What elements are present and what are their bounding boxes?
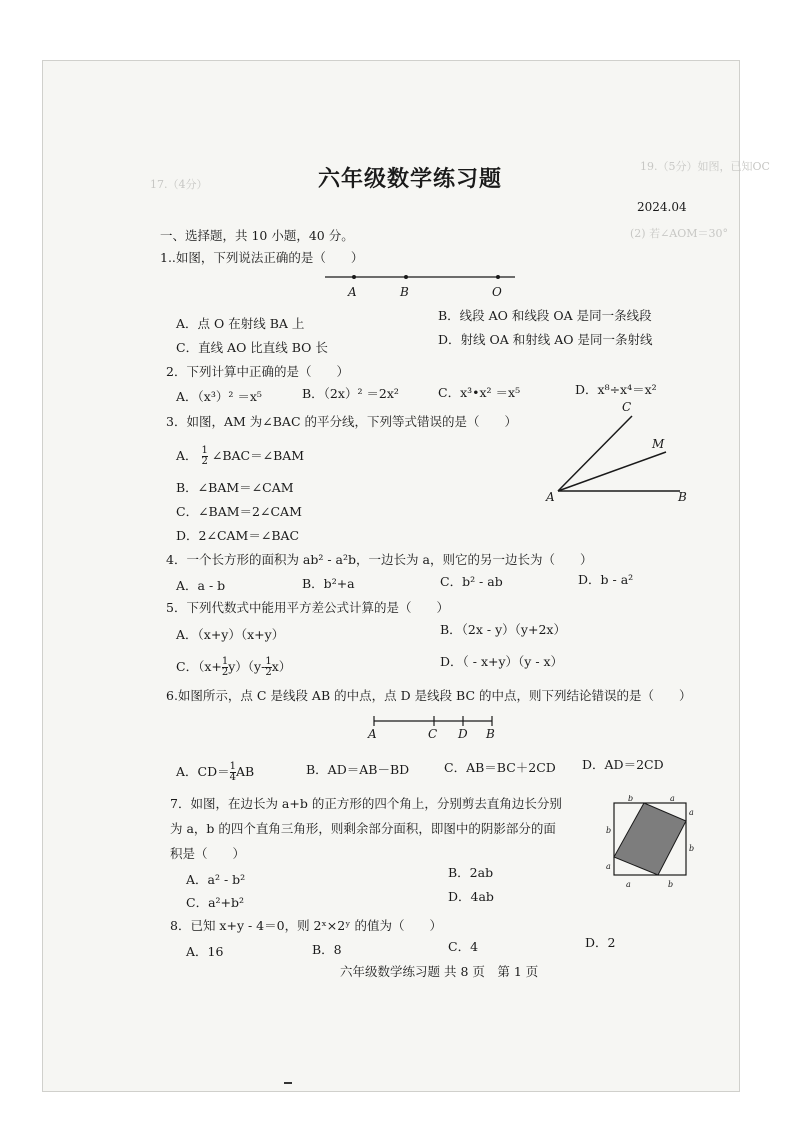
angle-label-A: A — [546, 490, 555, 504]
q7-option-c[interactable]: C．a²+b² — [186, 895, 245, 910]
q1-option-a[interactable]: A．点 O 在射线 BA 上 — [176, 316, 305, 331]
q8-option-d[interactable]: D．2 — [585, 935, 616, 950]
q2-option-c[interactable]: C．x³•x² ＝x⁵ — [438, 385, 521, 400]
angle-label-B: B — [678, 490, 687, 504]
edge-label-b-left: b — [606, 826, 612, 835]
question-8-stem: 8．已知 x+y - 4＝0，则 2ˣ×2ʸ 的值为（ ） — [170, 918, 443, 933]
question-6-stem: 6.如图所示，点 C 是线段 AB 的中点，点 D 是线段 BC 的中点，则下列结论错误的是（ ） — [166, 688, 692, 703]
question-1-figure — [320, 266, 520, 300]
q5-option-c[interactable]: C．（x+ $\frac{1}{2}$ y）（y- $\frac{1}{2}$ x） — [176, 656, 292, 678]
q7-option-d[interactable]: D．4ab — [448, 889, 494, 904]
q8-option-a[interactable]: A．16 — [186, 944, 224, 959]
point-label-C: C — [428, 727, 438, 740]
point-label-B: B — [400, 285, 409, 299]
q4-option-b[interactable]: B．b²+a — [302, 576, 355, 591]
section-heading: 一、选择题，共 10 小题，40 分。 — [160, 228, 354, 243]
question-6-figure — [362, 710, 502, 740]
point-label-O: O — [492, 285, 502, 299]
question-7-stem-line-2: 为 a，b 的四个直角三角形，则剩余部分面积，即图中的阴影部分的面 — [170, 821, 556, 836]
edge-label-a-bottom: a — [626, 880, 631, 889]
edge-label-a-top: a — [670, 795, 675, 803]
scan-mark — [284, 1082, 292, 1084]
edge-label-a-left: a — [606, 862, 611, 871]
point-label-A: A — [368, 727, 377, 740]
edge-label-b-bottom: b — [668, 880, 674, 889]
question-7-figure — [604, 795, 696, 891]
half-fraction: $\frac{1}{2}$ — [265, 656, 272, 678]
point-label-D: D — [458, 727, 468, 740]
page-title: 六年级数学练习题 — [318, 166, 503, 192]
q6-option-c[interactable]: C．AB＝BC＋2CD — [444, 760, 556, 775]
edge-label-a-right: a — [689, 808, 694, 817]
q8-option-b[interactable]: B．8 — [312, 942, 342, 957]
q2-option-d[interactable]: D．x⁸÷x⁴＝x² — [575, 382, 657, 397]
edge-label-b-top: b — [628, 795, 634, 803]
angle-label-M: M — [652, 437, 665, 451]
q3-option-a[interactable] — [176, 446, 304, 467]
point-label-A: A — [348, 285, 357, 299]
q5-option-d[interactable]: D．（ - x+y）（y - x） — [440, 654, 564, 669]
bleed-through-text: 19.（5分）如图，已知OC — [640, 160, 770, 173]
question-7-stem-line-3: 积是（ ） — [170, 846, 246, 861]
q3-option-a-letter: A． — [176, 448, 198, 463]
question-5-stem: 5．下列代数式中能用平方差公式计算的是（ ） — [166, 600, 449, 615]
q2-option-b[interactable]: B．（2x）² ＝2x² — [302, 386, 399, 401]
angle-label-C: C — [622, 400, 632, 414]
q3-option-c[interactable]: C．∠BAM＝2∠CAM — [176, 504, 302, 519]
half-fraction: $\frac{1}{2}$ — [201, 445, 208, 467]
q4-option-d[interactable]: D．b - a² — [578, 572, 634, 587]
question-2-stem: 2．下列计算中正确的是（ ） — [166, 364, 349, 379]
question-3-stem: 3．如图，AM 为∠BAC 的平分线，下列等式错误的是（ ） — [166, 414, 517, 429]
q1-option-c[interactable]: C．直线 AO 比直线 BO 长 — [176, 340, 328, 355]
q1-option-b[interactable]: B．线段 AO 和线段 OA 是同一条线段 — [438, 308, 652, 323]
q8-option-c[interactable]: C．4 — [448, 939, 479, 954]
q4-option-c[interactable]: C．b² - ab — [440, 574, 503, 589]
q3-option-a-text: ∠BAC＝∠BAM — [211, 448, 305, 463]
q5-option-a[interactable]: A．（x+y）（x+y） — [176, 627, 285, 642]
q6-option-a[interactable]: A．CD＝ $\frac{1}{4}$ AB — [176, 761, 255, 783]
q7-option-a[interactable]: A．a² - b² — [186, 872, 246, 887]
question-3-figure — [540, 398, 700, 508]
q6-option-b[interactable]: B．AD＝AB－BD — [306, 762, 410, 777]
edge-label-b-right: b — [689, 844, 695, 853]
half-fraction: $\frac{1}{2}$ — [221, 656, 229, 678]
page-footer: 六年级数学练习题 共 8 页 第 1 页 — [340, 964, 539, 979]
question-7-stem-line-1: 7．如图，在边长为 a+b 的正方形的四个角上，分别剪去直角边长分别 — [170, 796, 562, 811]
q3-option-d[interactable]: D．2∠CAM＝∠BAC — [176, 528, 300, 543]
q1-option-d[interactable]: D．射线 OA 和射线 AO 是同一条射线 — [438, 332, 653, 347]
quarter-fraction: $\frac{1}{4}$ — [229, 761, 236, 783]
exam-paper — [42, 60, 740, 1092]
q4-option-a[interactable]: A．a - b — [176, 578, 226, 593]
q7-option-b[interactable]: B．2ab — [448, 865, 494, 880]
q2-option-a[interactable]: A．（x³）² ＝x⁵ — [176, 389, 262, 404]
exam-date: 2024.04 — [637, 200, 687, 214]
question-4-stem: 4．一个长方形的面积为 ab² - a²b，一边长为 a，则它的另一边长为（ ） — [166, 552, 593, 567]
q5-option-b[interactable]: B．（2x - y）（y+2x） — [440, 622, 566, 637]
q3-option-b[interactable]: B．∠BAM＝∠CAM — [176, 480, 294, 495]
q6-option-d[interactable]: D．AD＝2CD — [582, 757, 664, 772]
question-1-stem: 1..如图，下列说法正确的是（ ） — [160, 250, 364, 265]
point-label-B: B — [486, 727, 495, 740]
bleed-through-text: 17.（4分） — [150, 178, 208, 191]
bleed-through-text: (2) 若∠AOM＝30° — [630, 227, 729, 240]
